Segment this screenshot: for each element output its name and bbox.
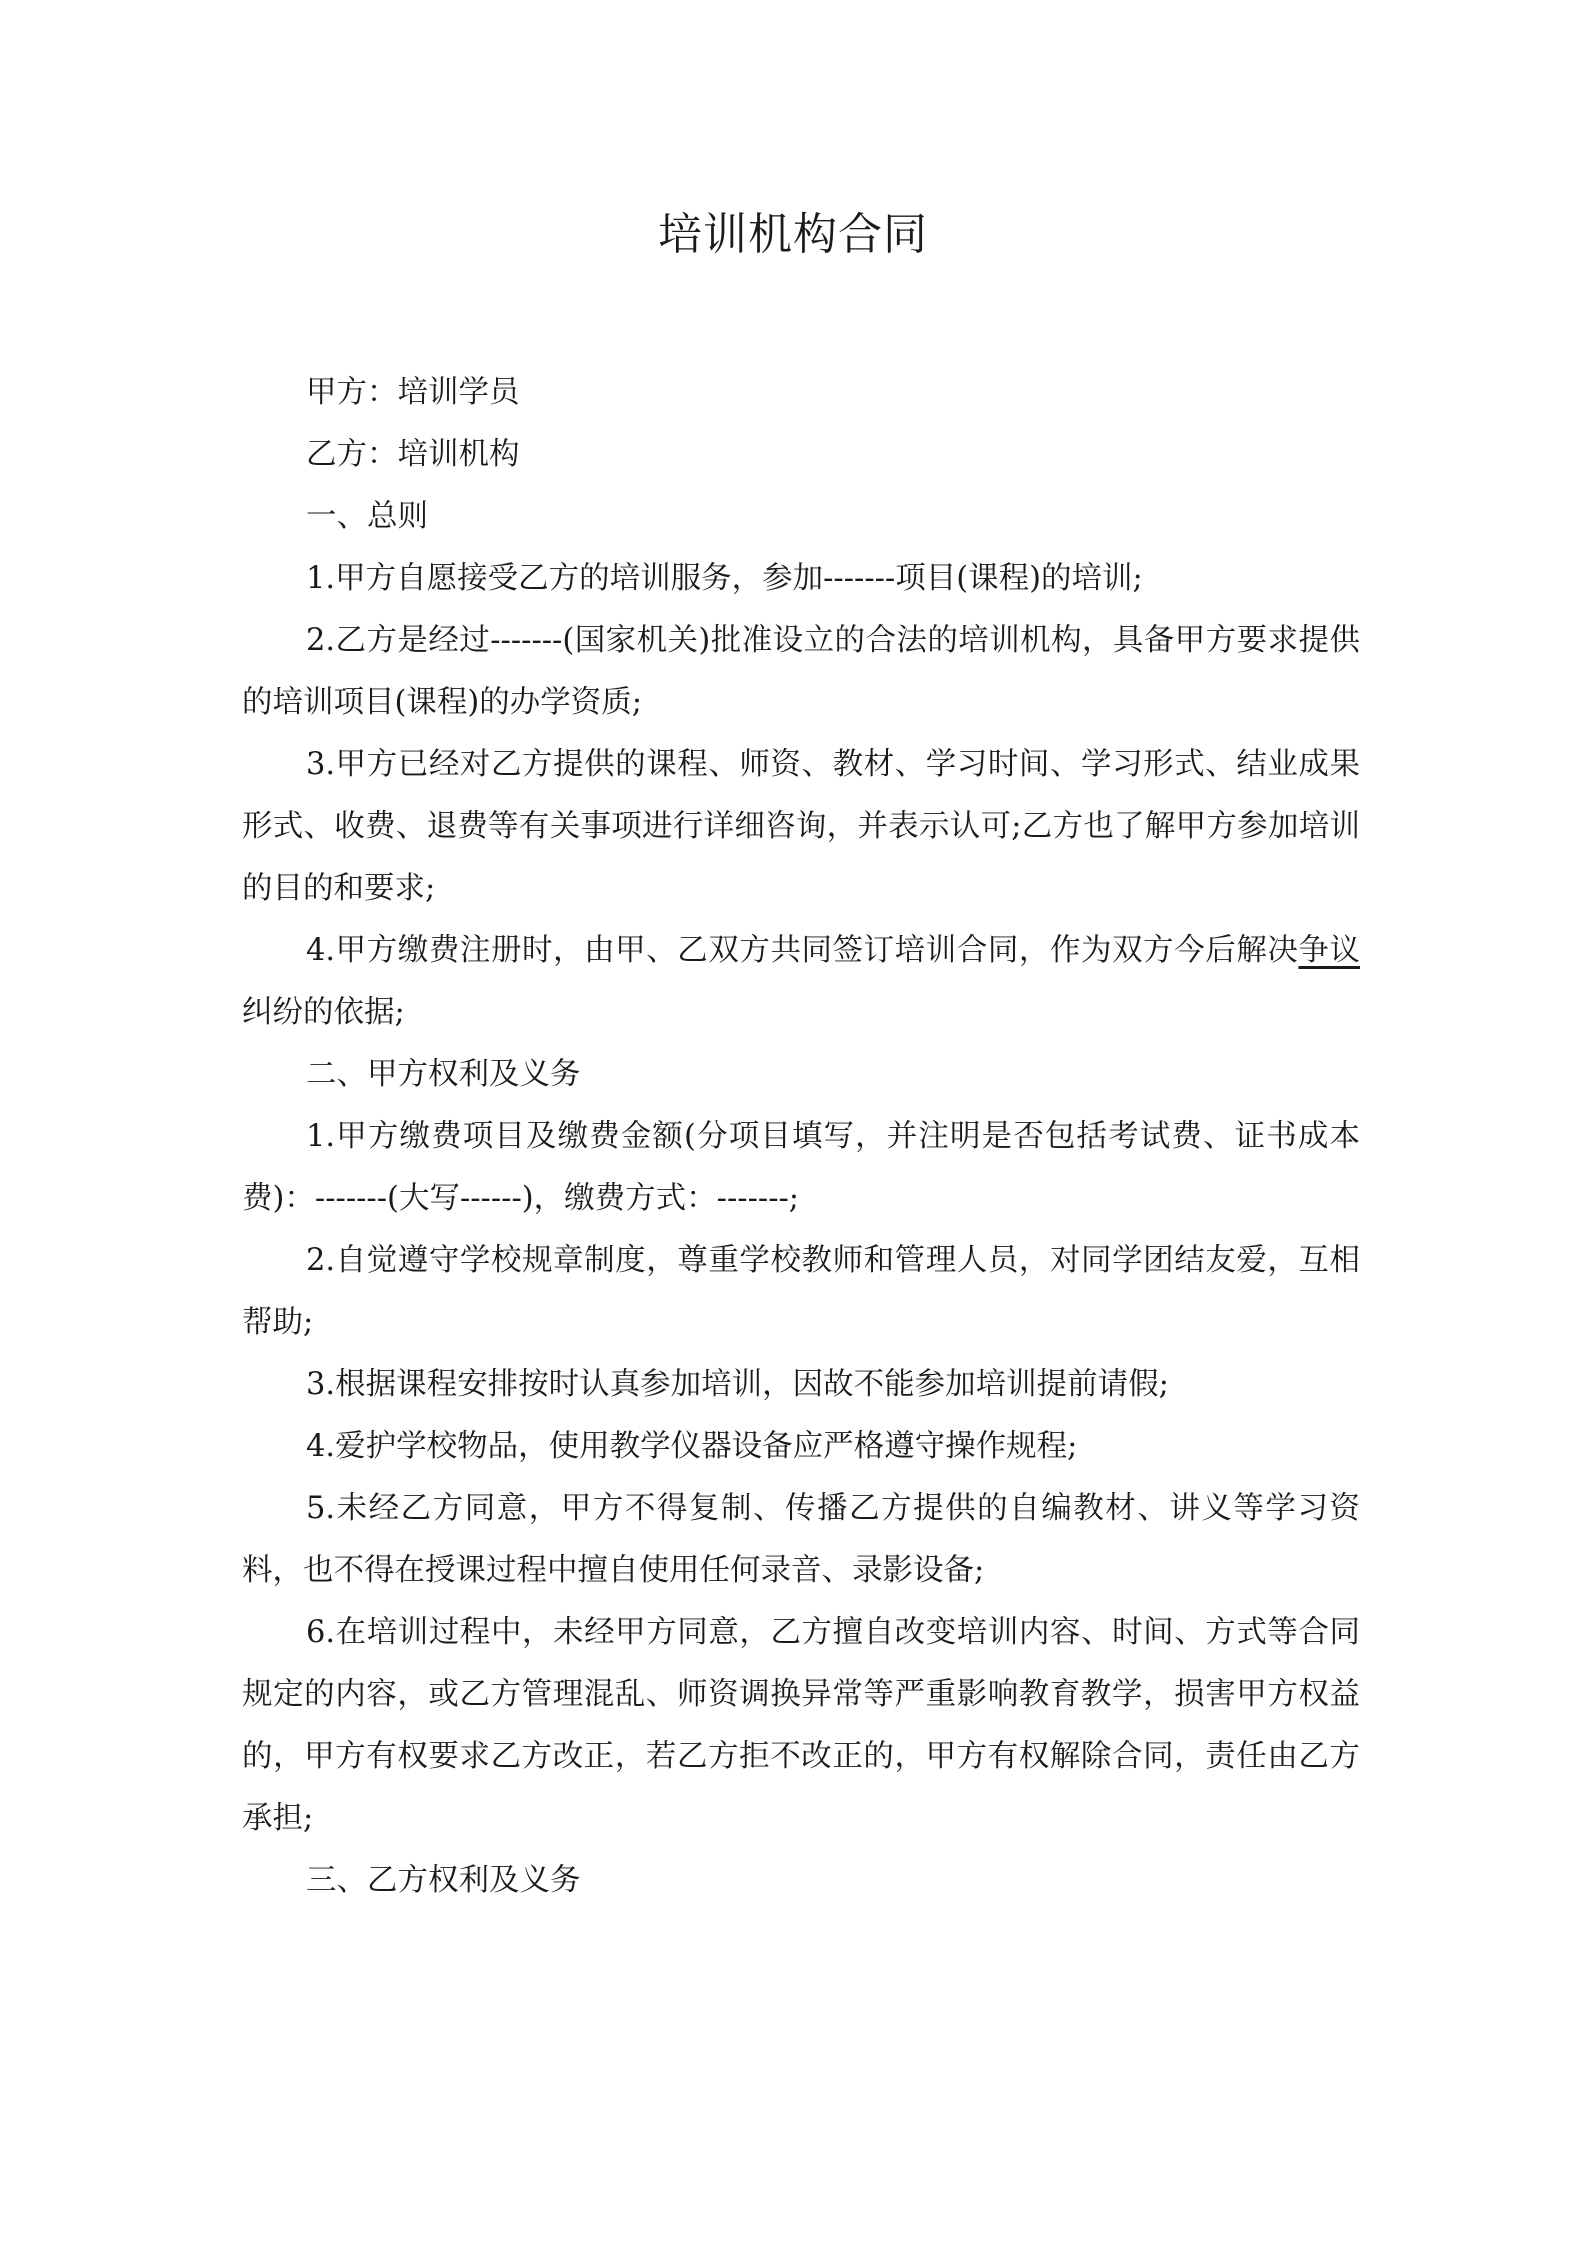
document-body (242, 362, 1360, 1912)
general-clause-4 (242, 920, 1360, 1044)
party-a-clause-3: 3.根据课程安排按时认真参加培训，因故不能参加培训提前请假; (306, 1367, 1169, 1402)
party-a-line: 甲方：培训学员 (306, 375, 520, 410)
party-a-clause-5: 5.未经乙方同意，甲方不得复制、传播乙方提供的自编教材、讲义等学习资料，也不得在授课过程中擅自使用任何录音、录影设备; (242, 1491, 1360, 1588)
party-b-line: 乙方：培训机构 (306, 437, 520, 472)
party-a-clause-4: 4.爱护学校物品，使用教学仪器设备应严格遵守操作规程; (306, 1429, 1078, 1464)
section-heading-party-b: 三、乙方权利及义务 (306, 1863, 581, 1898)
general-clause-2: 2.乙方是经过-------(国家机关)批准设立的合法的培训机构，具备甲方要求提供的培训项目(课程)的办学资质; (242, 623, 1360, 720)
general-clause-1: 1.甲方自愿接受乙方的培训服务，参加-------项目(课程)的培训; (306, 561, 1143, 596)
general-clause-4-text-after: 纠纷的依据; (242, 995, 405, 1030)
party-a-clause-6: 6.在培训过程中，未经甲方同意，乙方擅自改变培训内容、时间、方式等合同规定的内容，或乙方管理混乱、师资调换异常等严重影响教育教学，损害甲方权益的，甲方有权要求乙方改正，若乙方拒不改正的，甲方有权解除合同，责任由乙方承担; (242, 1615, 1360, 1836)
general-clause-3: 3.甲方已经对乙方提供的课程、师资、教材、学习时间、学习形式、结业成果形式、收费、退费等有关事项进行详细咨询，并表示认可;乙方也了解甲方参加培训的目的和要求; (242, 747, 1360, 906)
party-a-clause-1: 1.甲方缴费项目及缴费金额(分项目填写，并注明是否包括考试费、证书成本费)：-------(大写------)，缴费方式：-------; (242, 1119, 1360, 1216)
party-a-clause-2: 2.自觉遵守学校规章制度，尊重学校教师和管理人员，对同学团结友爱，互相帮助; (242, 1243, 1360, 1340)
general-clause-4-text-before: 4.甲方缴费注册时，由甲、乙双方共同签订培训合同，作为双方今后解决 (306, 933, 1299, 968)
section-heading-general: 一、总则 (306, 499, 428, 534)
section-heading-party-a: 二、甲方权利及义务 (306, 1057, 581, 1092)
general-clause-4-underlined-text: 争议 (1298, 933, 1360, 968)
document-title: 培训机构合同 (658, 209, 928, 260)
